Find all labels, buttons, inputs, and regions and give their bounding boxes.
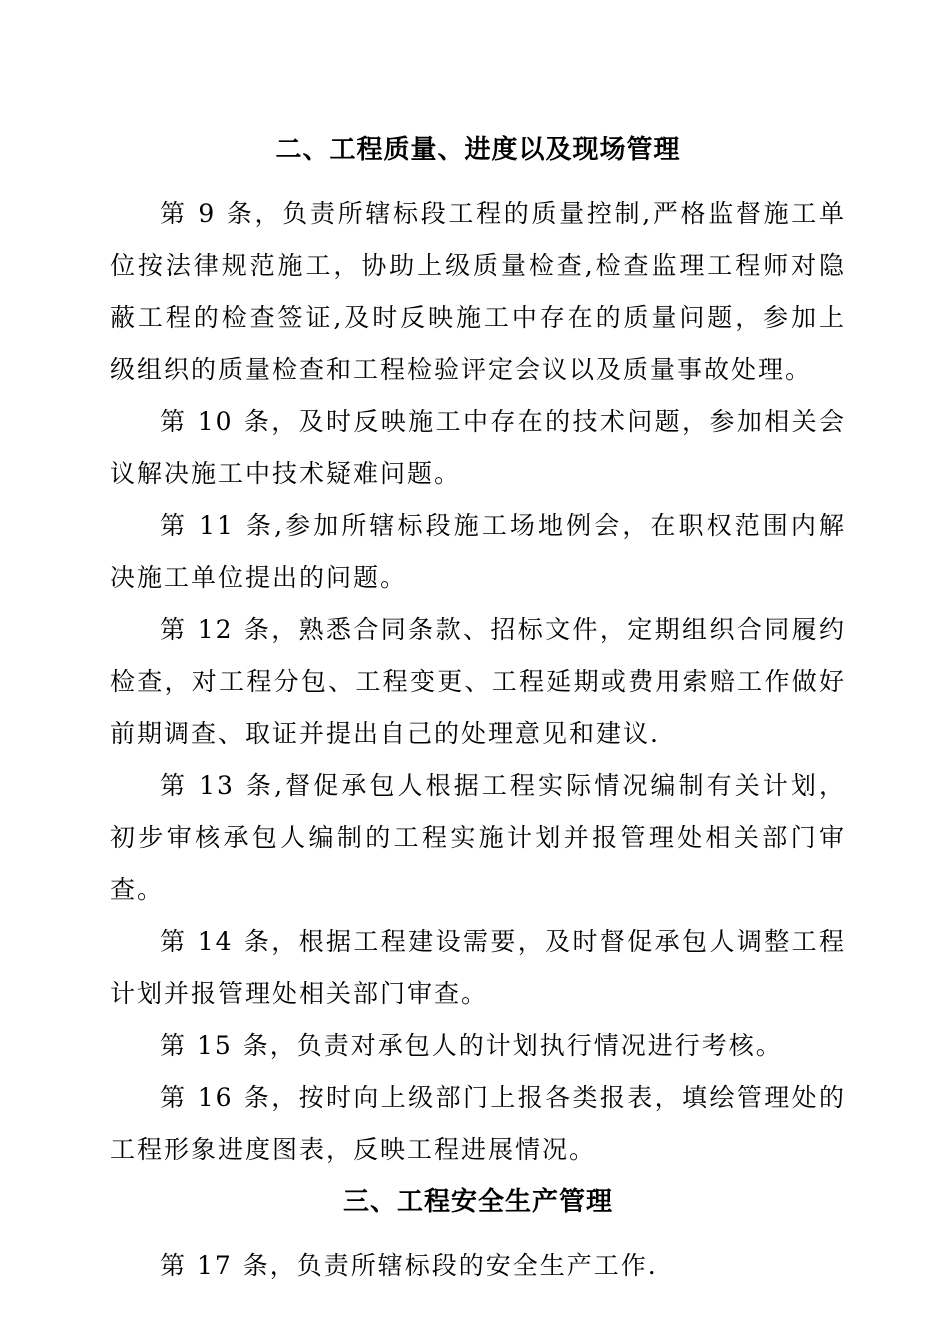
document-body xyxy=(110,128,846,1292)
article-17: 第 17 条，负责所辖标段的安全生产工作. xyxy=(160,1251,658,1280)
article-14: 第 14 条，根据工程建设需要，及时督促承包人调整工程计划并报管理处相关部门审查。 xyxy=(110,927,846,1008)
article-10: 第 10 条，及时反映施工中存在的技术问题，参加相关会议解决施工中技术疑难问题。 xyxy=(110,407,846,488)
section-heading: 三、工程安全生产管理 xyxy=(342,1187,613,1217)
article-13: 第 13 条,督促承包人根据工程实际情况编制有关计划，初步审核承包人编制的工程实施计划并报管理处相关部门审查。 xyxy=(110,771,846,904)
article-12: 第 12 条，熟悉合同条款、招标文件，定期组织合同履约检查，对工程分包、工程变更、工程延期或费用索赔工作做好前期调查、取证并提出自己的处理意见和建议. xyxy=(110,615,846,748)
section-heading: 二、工程质量、进度以及现场管理 xyxy=(275,135,681,165)
article-9: 第 9 条，负责所辖标段工程的质量控制,严格监督施工单位按法律规范施工，协助上级质量检查,检查监理工程师对隐蔽工程的检查签证,及时反映施工中存在的质量问题，参加上级组织的质量检查和工程检验评定会议以及质量事故处理。 xyxy=(110,199,846,384)
article-15: 第 15 条，负责对承包人的计划执行情况进行考核。 xyxy=(160,1031,783,1060)
article-11: 第 11 条,参加所辖标段施工场地例会，在职权范围内解决施工单位提出的问题。 xyxy=(110,511,846,592)
article-16: 第 16 条，按时向上级部门上报各类报表，填绘管理处的工程形象进度图表，反映工程进展情况。 xyxy=(110,1083,846,1164)
